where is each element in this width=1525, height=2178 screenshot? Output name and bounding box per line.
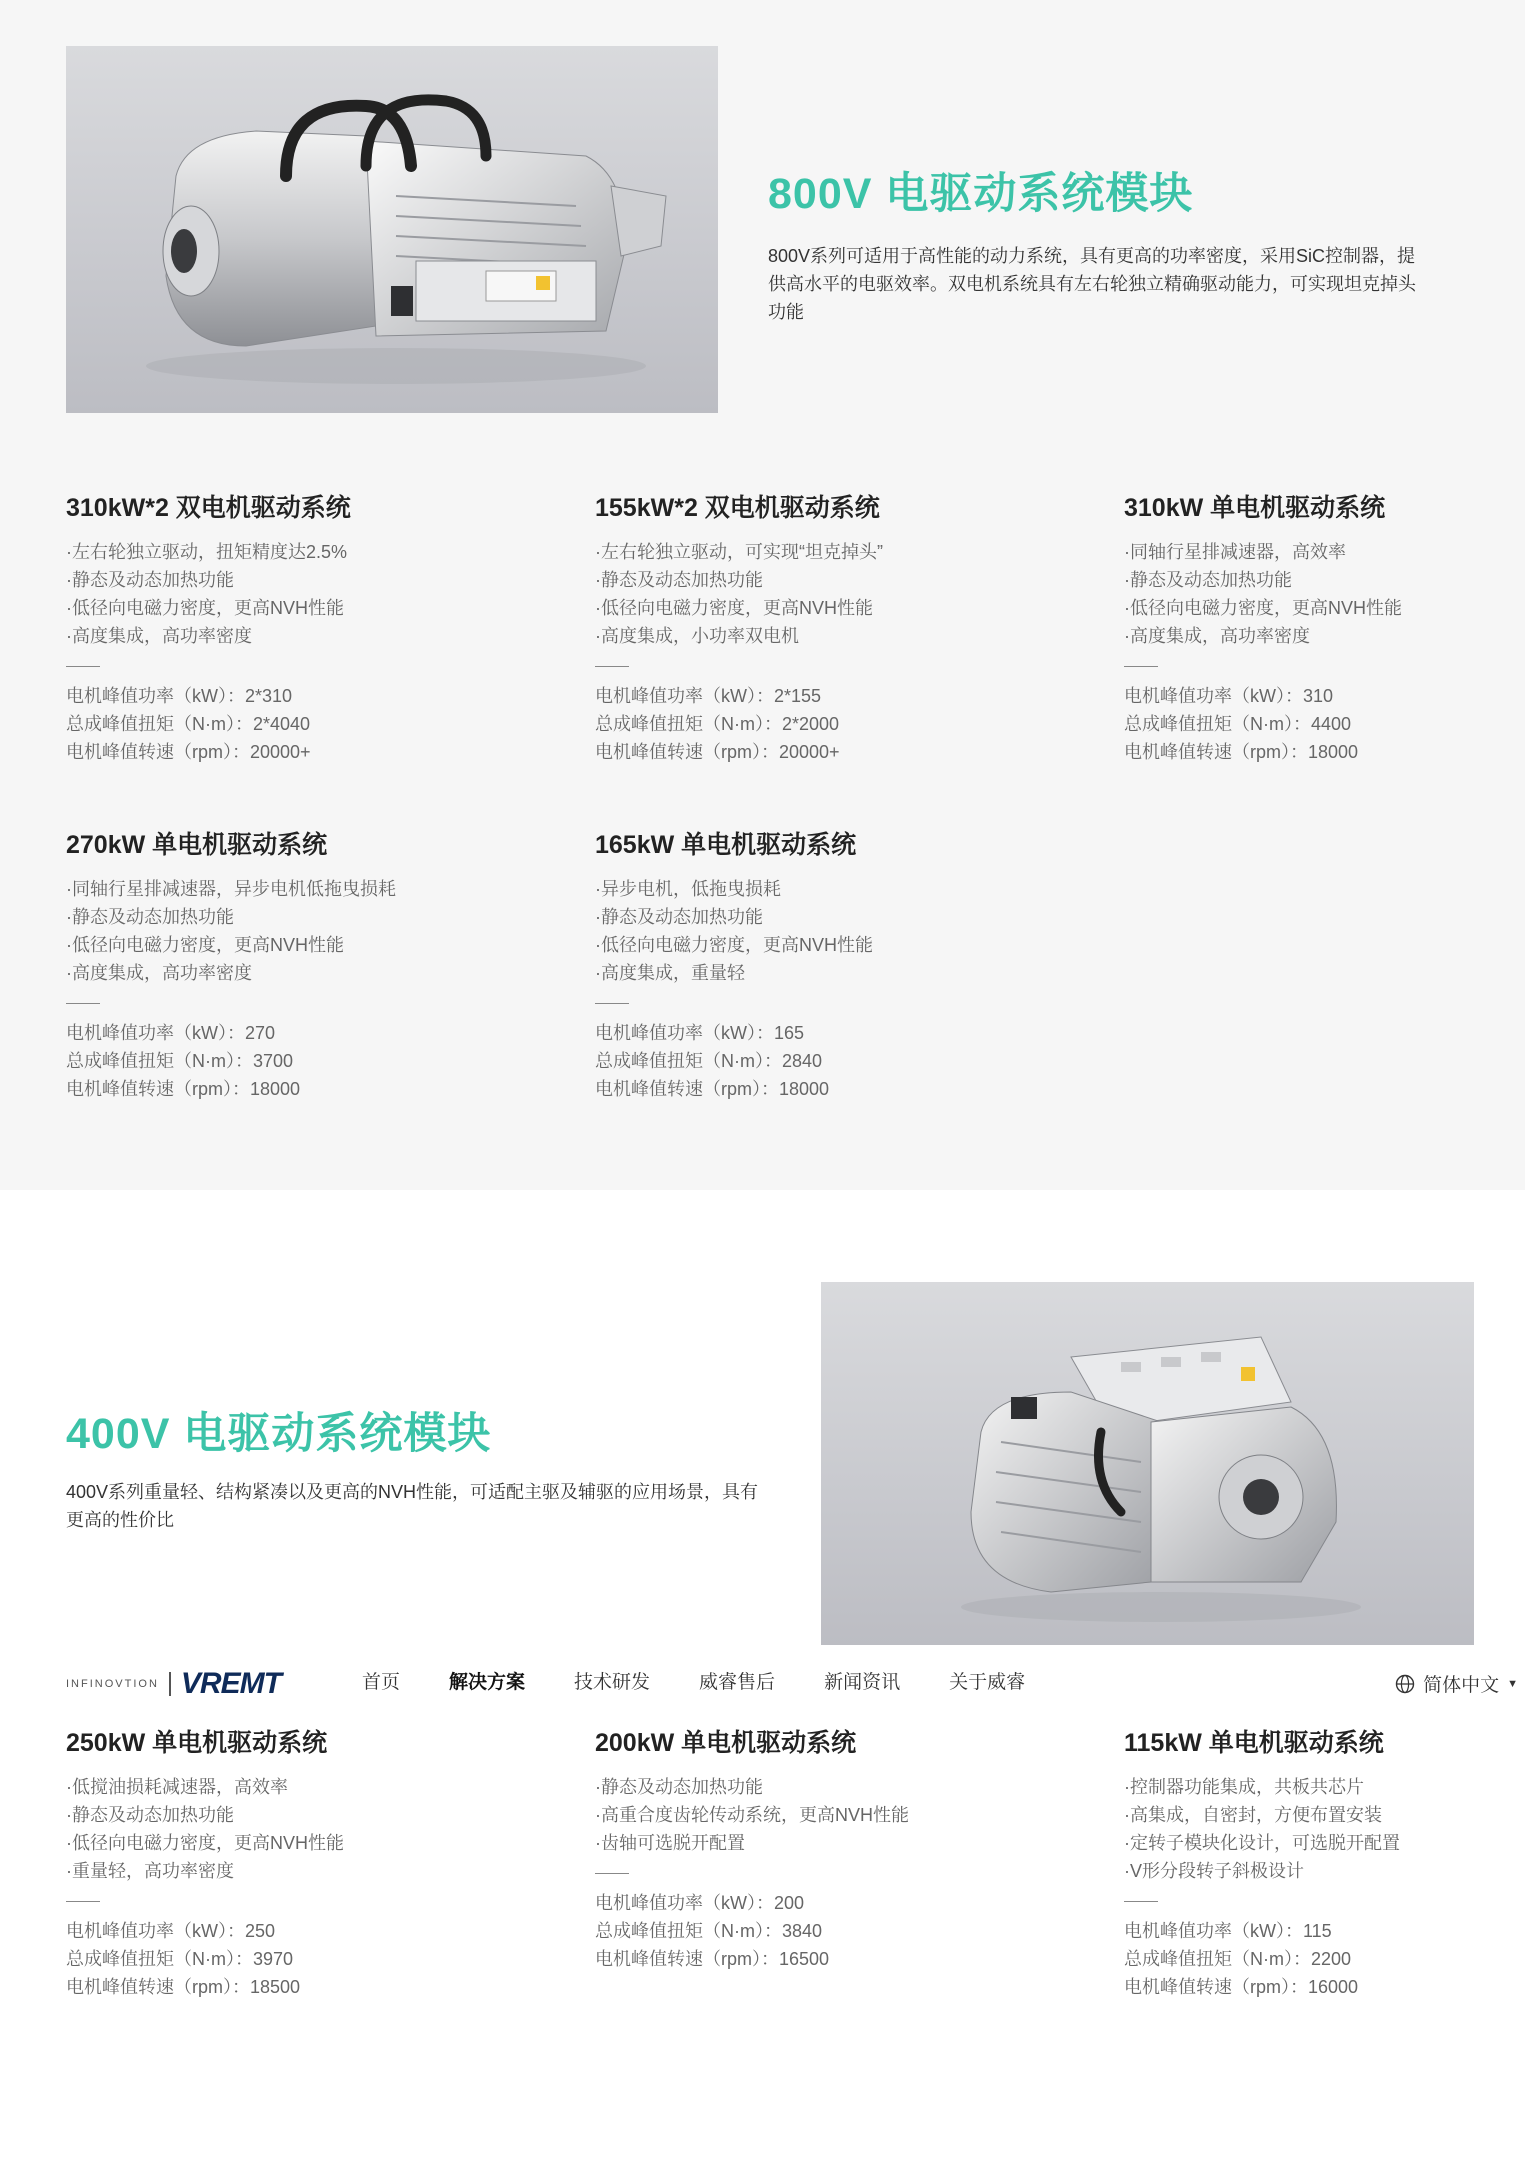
card-title: 165kW 单电机驱动系统 xyxy=(595,831,857,859)
card-title: 155kW*2 双电机驱动系统 xyxy=(595,494,880,522)
card-title: 310kW*2 双电机驱动系统 xyxy=(66,494,351,522)
product-card-310kw-single xyxy=(1124,492,1525,766)
feature-item: ·静态及动态加热功能 xyxy=(595,907,763,927)
nav-item-after-sales[interactable]: 威睿售后 xyxy=(699,1672,776,1693)
spec-speed: 电机峰值转速（rpm）：16500 xyxy=(595,1949,830,1969)
logo-vremt: VREMT xyxy=(180,1667,281,1700)
feature-item: ·高度集成，高功率密度 xyxy=(66,963,252,983)
feature-item: ·静态及动态加热功能 xyxy=(595,1777,763,1797)
spec-power: 电机峰值功率（kW）：200 xyxy=(595,1893,805,1913)
feature-item: ·低径向电磁力密度，更高NVH性能 xyxy=(66,598,344,618)
logo-separator xyxy=(169,1672,171,1696)
feature-item: ·高度集成，小功率双电机 xyxy=(595,626,799,646)
product-card-155kw-dual xyxy=(595,492,1095,766)
feature-item: ·静态及动态加热功能 xyxy=(66,570,234,590)
feature-item: ·静态及动态加热功能 xyxy=(595,570,763,590)
spec-power: 电机峰值功率（kW）：270 xyxy=(66,1023,276,1043)
nav-item-rnd[interactable]: 技术研发 xyxy=(574,1672,651,1693)
card-title: 310kW 单电机驱动系统 xyxy=(1124,494,1386,522)
spec-torque: 总成峰值扭矩（N·m）：3840 xyxy=(595,1921,823,1941)
feature-item: ·高重合度齿轮传动系统，更高NVH性能 xyxy=(595,1805,909,1825)
feature-item: ·同轴行星排减速器，高效率 xyxy=(1124,542,1346,562)
spec-torque: 总成峰值扭矩（N·m）：4400 xyxy=(1124,714,1352,734)
product-card-200kw-single xyxy=(595,1727,1095,1973)
divider xyxy=(1124,1901,1158,1902)
product-card-310kw-dual xyxy=(66,492,566,766)
module-title-800v: 800V 电驱动系统模块 xyxy=(768,170,1194,218)
module-title-400v: 400V 电驱动系统模块 xyxy=(66,1410,492,1458)
feature-item: ·左右轮独立驱动，扭矩精度达2.5% xyxy=(66,542,348,562)
nav-item-about[interactable]: 关于威睿 xyxy=(949,1672,1026,1693)
divider xyxy=(66,666,100,667)
divider xyxy=(1124,666,1158,667)
spec-speed: 电机峰值转速（rpm）：20000+ xyxy=(595,742,840,762)
spec-power: 电机峰值功率（kW）：115 xyxy=(1124,1921,1332,1941)
spec-power: 电机峰值功率（kW）：250 xyxy=(66,1921,276,1941)
spec-power: 电机峰值功率（kW）：310 xyxy=(1124,686,1334,706)
spec-speed: 电机峰值转速（rpm）：18500 xyxy=(66,1977,301,1997)
feature-item: ·高度集成，重量轻 xyxy=(595,963,745,983)
top-navbar xyxy=(0,1655,1525,1711)
spec-torque: 总成峰值扭矩（N·m）：2*2000 xyxy=(595,714,840,734)
nav-item-news[interactable]: 新闻资讯 xyxy=(824,1672,901,1693)
product-card-250kw-single xyxy=(66,1727,566,2001)
module-description-400v: 400V系列重量轻、结构紧凑以及更高的NVH性能，可适配主驱及辅驱的应用场景，具有更高的性价比 xyxy=(66,1482,759,1530)
feature-item: ·重量轻，高功率密度 xyxy=(66,1861,234,1881)
divider xyxy=(595,1873,629,1874)
feature-item: ·低径向电磁力密度，更高NVH性能 xyxy=(66,1833,344,1853)
feature-item: ·低径向电磁力密度，更高NVH性能 xyxy=(66,935,344,955)
feature-item: ·低径向电磁力密度，更高NVH性能 xyxy=(595,598,873,618)
spec-torque: 总成峰值扭矩（N·m）：2200 xyxy=(1124,1949,1352,1969)
card-title: 115kW 单电机驱动系统 xyxy=(1124,1729,1384,1757)
language-selector[interactable] xyxy=(1395,1670,1518,1697)
feature-item: ·V形分段转子斜极设计 xyxy=(1124,1861,1304,1881)
card-title: 250kW 单电机驱动系统 xyxy=(66,1729,328,1757)
spec-torque: 总成峰值扭矩（N·m）：2840 xyxy=(595,1051,823,1071)
divider xyxy=(595,1003,629,1004)
feature-item: ·高度集成，高功率密度 xyxy=(1124,626,1310,646)
spec-torque: 总成峰值扭矩（N·m）：3970 xyxy=(66,1949,294,1969)
module-description-800v: 800V系列可适用于高性能的动力系统，具有更高的功率密度，采用SiC控制器，提供高水平的电驱效率。双电机系统具有左右轮独立精确驱动能力，可实现坦克掉头功能 xyxy=(768,246,1416,322)
motor-image-400v xyxy=(821,1282,1474,1645)
divider xyxy=(66,1901,100,1902)
card-title: 270kW 单电机驱动系统 xyxy=(66,831,328,859)
spec-speed: 电机峰值转速（rpm）：18000 xyxy=(1124,742,1359,762)
spec-speed: 电机峰值转速（rpm）：18000 xyxy=(66,1079,301,1099)
feature-item: ·控制器功能集成，共板共芯片 xyxy=(1124,1777,1364,1797)
spec-speed: 电机峰值转速（rpm）：16000 xyxy=(1124,1977,1359,1997)
logo-infinovtion: INFINOVTION xyxy=(66,1678,159,1690)
spec-speed: 电机峰值转速（rpm）：20000+ xyxy=(66,742,311,762)
feature-item: ·静态及动态加热功能 xyxy=(1124,570,1292,590)
feature-item: ·异步电机，低拖曳损耗 xyxy=(595,879,781,899)
feature-item: ·低搅油损耗减速器，高效率 xyxy=(66,1777,288,1797)
feature-item: ·定转子模块化设计，可选脱开配置 xyxy=(1124,1833,1400,1853)
feature-item: ·齿轴可选脱开配置 xyxy=(595,1833,745,1853)
nav-item-home[interactable]: 首页 xyxy=(362,1672,401,1693)
feature-item: ·低径向电磁力密度，更高NVH性能 xyxy=(1124,598,1402,618)
spec-torque: 总成峰值扭矩（N·m）：3700 xyxy=(66,1051,294,1071)
divider xyxy=(595,666,629,667)
nav-item-solutions[interactable]: 解决方案 xyxy=(449,1672,526,1693)
spec-power: 电机峰值功率（kW）：2*310 xyxy=(66,686,293,706)
spec-torque: 总成峰值扭矩（N·m）：2*4040 xyxy=(66,714,311,734)
caret-down-icon: ▼ xyxy=(1507,1677,1518,1690)
language-label: 简体中文 xyxy=(1423,1675,1500,1696)
feature-item: ·静态及动态加热功能 xyxy=(66,907,234,927)
feature-item: ·高度集成，高功率密度 xyxy=(66,626,252,646)
nav-menu xyxy=(362,1671,1074,1695)
feature-item: ·静态及动态加热功能 xyxy=(66,1805,234,1825)
motor-image-800v xyxy=(66,46,718,413)
globe-icon xyxy=(1395,1674,1415,1694)
feature-item: ·低径向电磁力密度，更高NVH性能 xyxy=(595,935,873,955)
feature-item: ·左右轮独立驱动，可实现“坦克掉头” xyxy=(595,542,883,562)
brand-logo[interactable] xyxy=(66,1667,281,1701)
spec-speed: 电机峰值转速（rpm）：18000 xyxy=(595,1079,830,1099)
feature-item: ·同轴行星排减速器，异步电机低拖曳损耗 xyxy=(66,879,396,899)
spec-power: 电机峰值功率（kW）：2*155 xyxy=(595,686,822,706)
product-card-165kw-single xyxy=(595,829,1095,1103)
divider xyxy=(66,1003,100,1004)
product-card-270kw-single xyxy=(66,829,566,1103)
product-card-115kw-single xyxy=(1124,1727,1525,2001)
card-title: 200kW 单电机驱动系统 xyxy=(595,1729,857,1757)
spec-power: 电机峰值功率（kW）：165 xyxy=(595,1023,805,1043)
feature-item: ·高集成，自密封，方便布置安装 xyxy=(1124,1805,1382,1825)
